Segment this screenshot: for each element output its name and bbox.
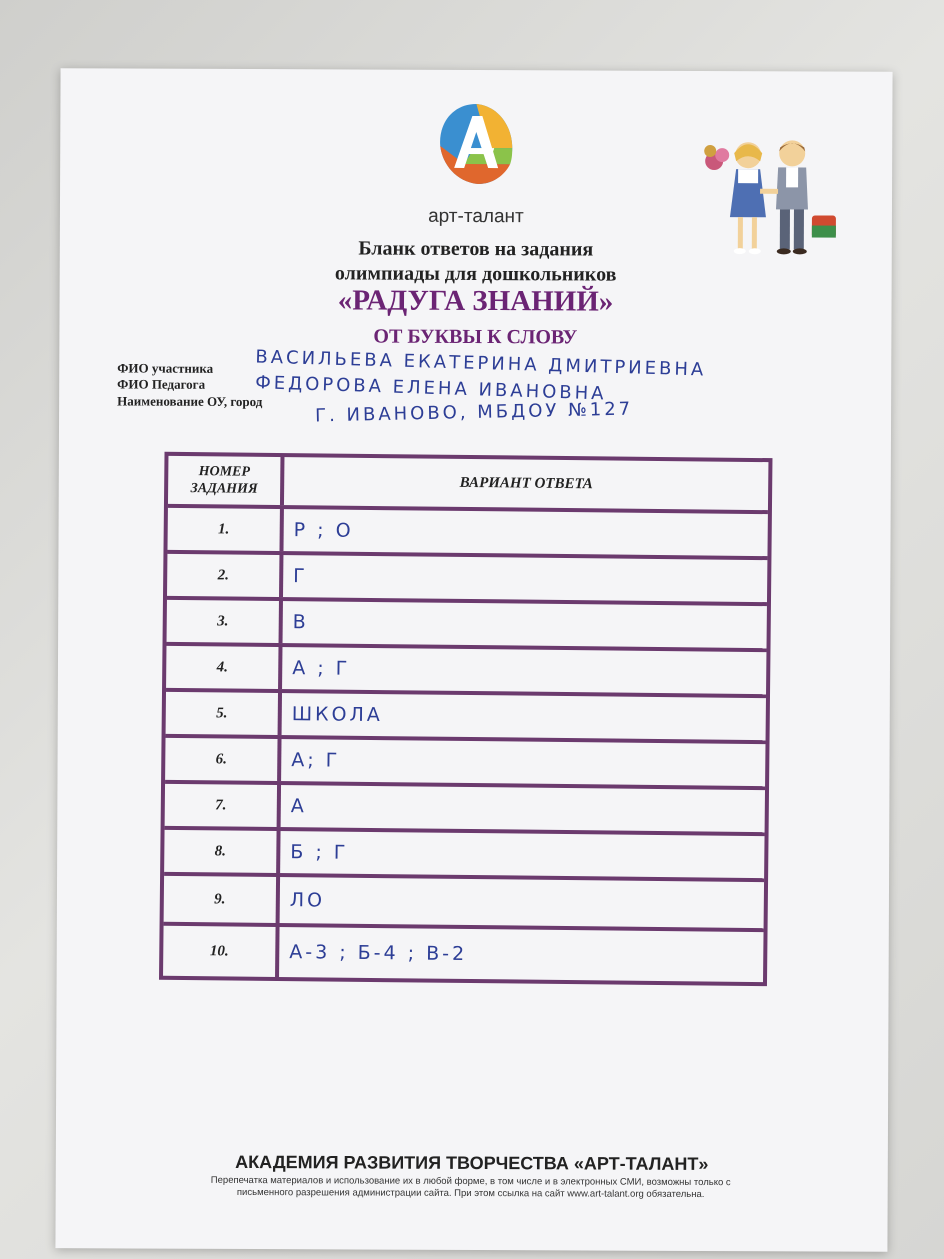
task-number: 4. <box>166 646 282 689</box>
footer-copyright-note: Перепечатка материалов и использование их в любой форме, в том числе и в электронных СМИ, возможны только с письменного разрешения администрации сайта. При этом ссылка на сайт www.art-talant.org обязательна. <box>210 1174 731 1201</box>
answer-value: Р ; О <box>293 519 354 542</box>
table-row <box>164 830 764 882</box>
answer-value: А <box>290 795 307 818</box>
answer-value: Г <box>293 565 308 588</box>
task-number: 6. <box>165 738 281 781</box>
task-number: 9. <box>164 876 280 923</box>
table-row <box>164 876 764 932</box>
participant-name-value: ВАСИЛЬЕВА ЕКАТЕРИНА ДМИТРИЕВНА <box>255 346 707 381</box>
brand-name: арт-талант <box>428 205 524 228</box>
table-row <box>167 554 767 606</box>
table-row <box>165 738 765 790</box>
table-row <box>166 646 766 698</box>
task-number: 1. <box>167 508 283 551</box>
olympiad-subtitle: ОТ БУКВЫ К СЛОВУ <box>373 325 578 349</box>
answer-value: А ; Г <box>292 657 351 680</box>
answer-value: Б ; Г <box>290 841 349 864</box>
teacher-name-value: ФЕДОРОВА ЕЛЕНА ИВАНОВНА <box>254 372 607 405</box>
answer-value: А-3 ; Б-4 ; В-2 <box>289 941 468 965</box>
answer-sheet <box>55 68 892 1252</box>
table-header-row <box>168 456 769 514</box>
answers-table <box>159 452 772 986</box>
art-talant-logo-icon <box>434 98 518 190</box>
footer-academy-title: АКАДЕМИЯ РАЗВИТИЯ ТВОРЧЕСТВА «АРТ-ТАЛАНТ» <box>235 1151 709 1175</box>
column-header-answer: ВАРИАНТ ОТВЕТА <box>459 474 593 492</box>
school-city-value: Г. ИВАНОВО, МБДОУ №127 <box>314 398 634 427</box>
answer-value: В <box>292 611 309 634</box>
task-number: 10. <box>163 926 280 977</box>
task-number: 7. <box>165 784 281 827</box>
table-row <box>166 692 766 744</box>
column-header-number: НОМЕР ЗАДАНИЯ <box>168 456 284 505</box>
task-number: 3. <box>167 600 283 643</box>
participant-label: ФИО участника <box>117 360 214 376</box>
task-number: 5. <box>166 692 282 735</box>
answer-value: ЛО <box>289 889 326 912</box>
table-row <box>163 926 763 982</box>
table-row <box>165 784 765 836</box>
answer-value: А; Г <box>291 749 341 772</box>
answer-value: ШКОЛА <box>291 703 383 727</box>
form-title-line1: Бланк ответов на задания <box>358 237 594 261</box>
task-number: 8. <box>164 830 280 873</box>
table-row <box>166 600 766 652</box>
olympiad-title: «РАДУГА ЗНАНИЙ» <box>337 284 614 318</box>
task-number: 2. <box>167 554 283 597</box>
table-row <box>167 508 767 560</box>
teacher-label: ФИО Педагога <box>117 376 206 392</box>
form-title-line2: олимпиады для дошкольников <box>334 262 617 286</box>
school-label: Наименование ОУ, город <box>117 393 263 410</box>
